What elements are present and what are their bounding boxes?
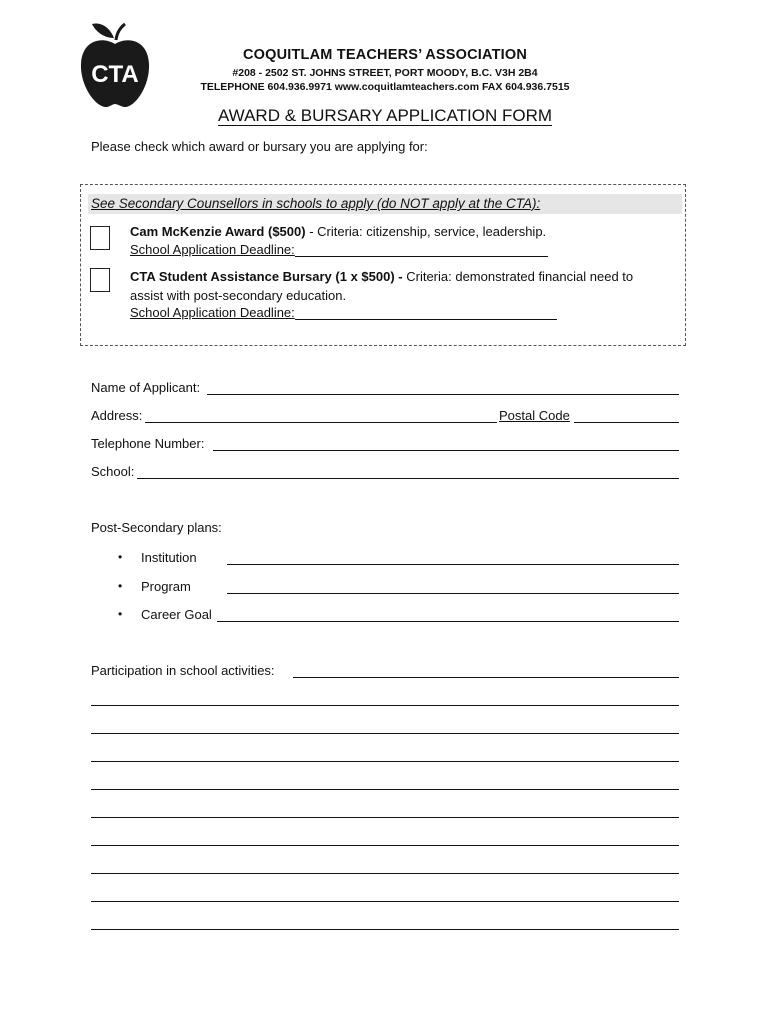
bullet-icon: • — [118, 579, 123, 593]
organization-name: COQUITLAM TEACHERS’ ASSOCIATION — [242, 47, 528, 63]
participation-line[interactable] — [91, 817, 679, 818]
participation-line[interactable] — [91, 733, 679, 734]
address-label: Address: — [91, 408, 143, 423]
organization-contact: TELEPHONE 604.936.9971 www.coquitlamteachers.com FAX 604.936.7515 — [200, 81, 570, 93]
participation-line[interactable] — [91, 901, 679, 902]
postal-code-field[interactable] — [574, 422, 679, 423]
program-label: Program — [141, 579, 191, 594]
participation-line[interactable] — [91, 929, 679, 930]
postal-code-label: Postal Code — [499, 408, 570, 423]
cam-mckenzie-deadline-field[interactable] — [295, 244, 548, 257]
post-secondary-plans-label: Post-Secondary plans: — [91, 520, 222, 535]
bullet-icon: • — [118, 550, 123, 564]
program-field[interactable] — [227, 593, 679, 594]
cta-bursary-criteria-cont: assist with post-secondary education. — [130, 288, 347, 303]
cta-bursary-deadline: School Application Deadline: — [130, 305, 557, 320]
cta-apple-logo — [76, 20, 154, 110]
institution-label: Institution — [141, 550, 197, 565]
participation-line[interactable] — [91, 845, 679, 846]
school-label: School: — [91, 464, 135, 479]
institution-field[interactable] — [227, 564, 679, 565]
bullet-icon: • — [118, 607, 123, 621]
participation-line[interactable] — [91, 789, 679, 790]
career-goal-label: Career Goal — [141, 607, 212, 622]
school-field[interactable] — [137, 478, 679, 479]
award-box-heading: See Secondary Counsellors in schools to apply (do NOT apply at the CTA): — [91, 196, 541, 211]
telephone-field[interactable] — [213, 450, 679, 451]
participation-line[interactable] — [91, 873, 679, 874]
cam-mckenzie-award-checkbox[interactable] — [90, 226, 110, 250]
cta-bursary-deadline-field[interactable] — [295, 307, 557, 320]
cta-bursary-checkbox[interactable] — [90, 268, 110, 292]
career-goal-field[interactable] — [217, 621, 679, 622]
address-field[interactable] — [145, 422, 497, 423]
name-field[interactable] — [207, 394, 679, 395]
form-instruction: Please check which award or bursary you are applying for: — [91, 139, 428, 154]
organization-address: #208 - 2502 ST. JOHNS STREET, PORT MOODY, B.C. V3H 2B4 — [232, 67, 538, 79]
cta-bursary-title: CTA Student Assistance Bursary (1 x $500) - Criteria: demonstrated financial need to — [130, 269, 634, 284]
participation-line[interactable] — [91, 761, 679, 762]
cam-mckenzie-award-title: Cam McKenzie Award ($500) - Criteria: citizenship, service, leadership. — [130, 224, 547, 239]
name-label: Name of Applicant: — [91, 380, 201, 395]
participation-line[interactable] — [91, 705, 679, 706]
logo-text: CTA — [91, 61, 139, 88]
participation-field[interactable] — [293, 677, 679, 678]
participation-label: Participation in school activities: — [91, 663, 275, 678]
cam-mckenzie-deadline: School Application Deadline: — [130, 242, 548, 257]
form-title: AWARD & BURSARY APPLICATION FORM — [217, 106, 553, 125]
telephone-label: Telephone Number: — [91, 436, 205, 451]
